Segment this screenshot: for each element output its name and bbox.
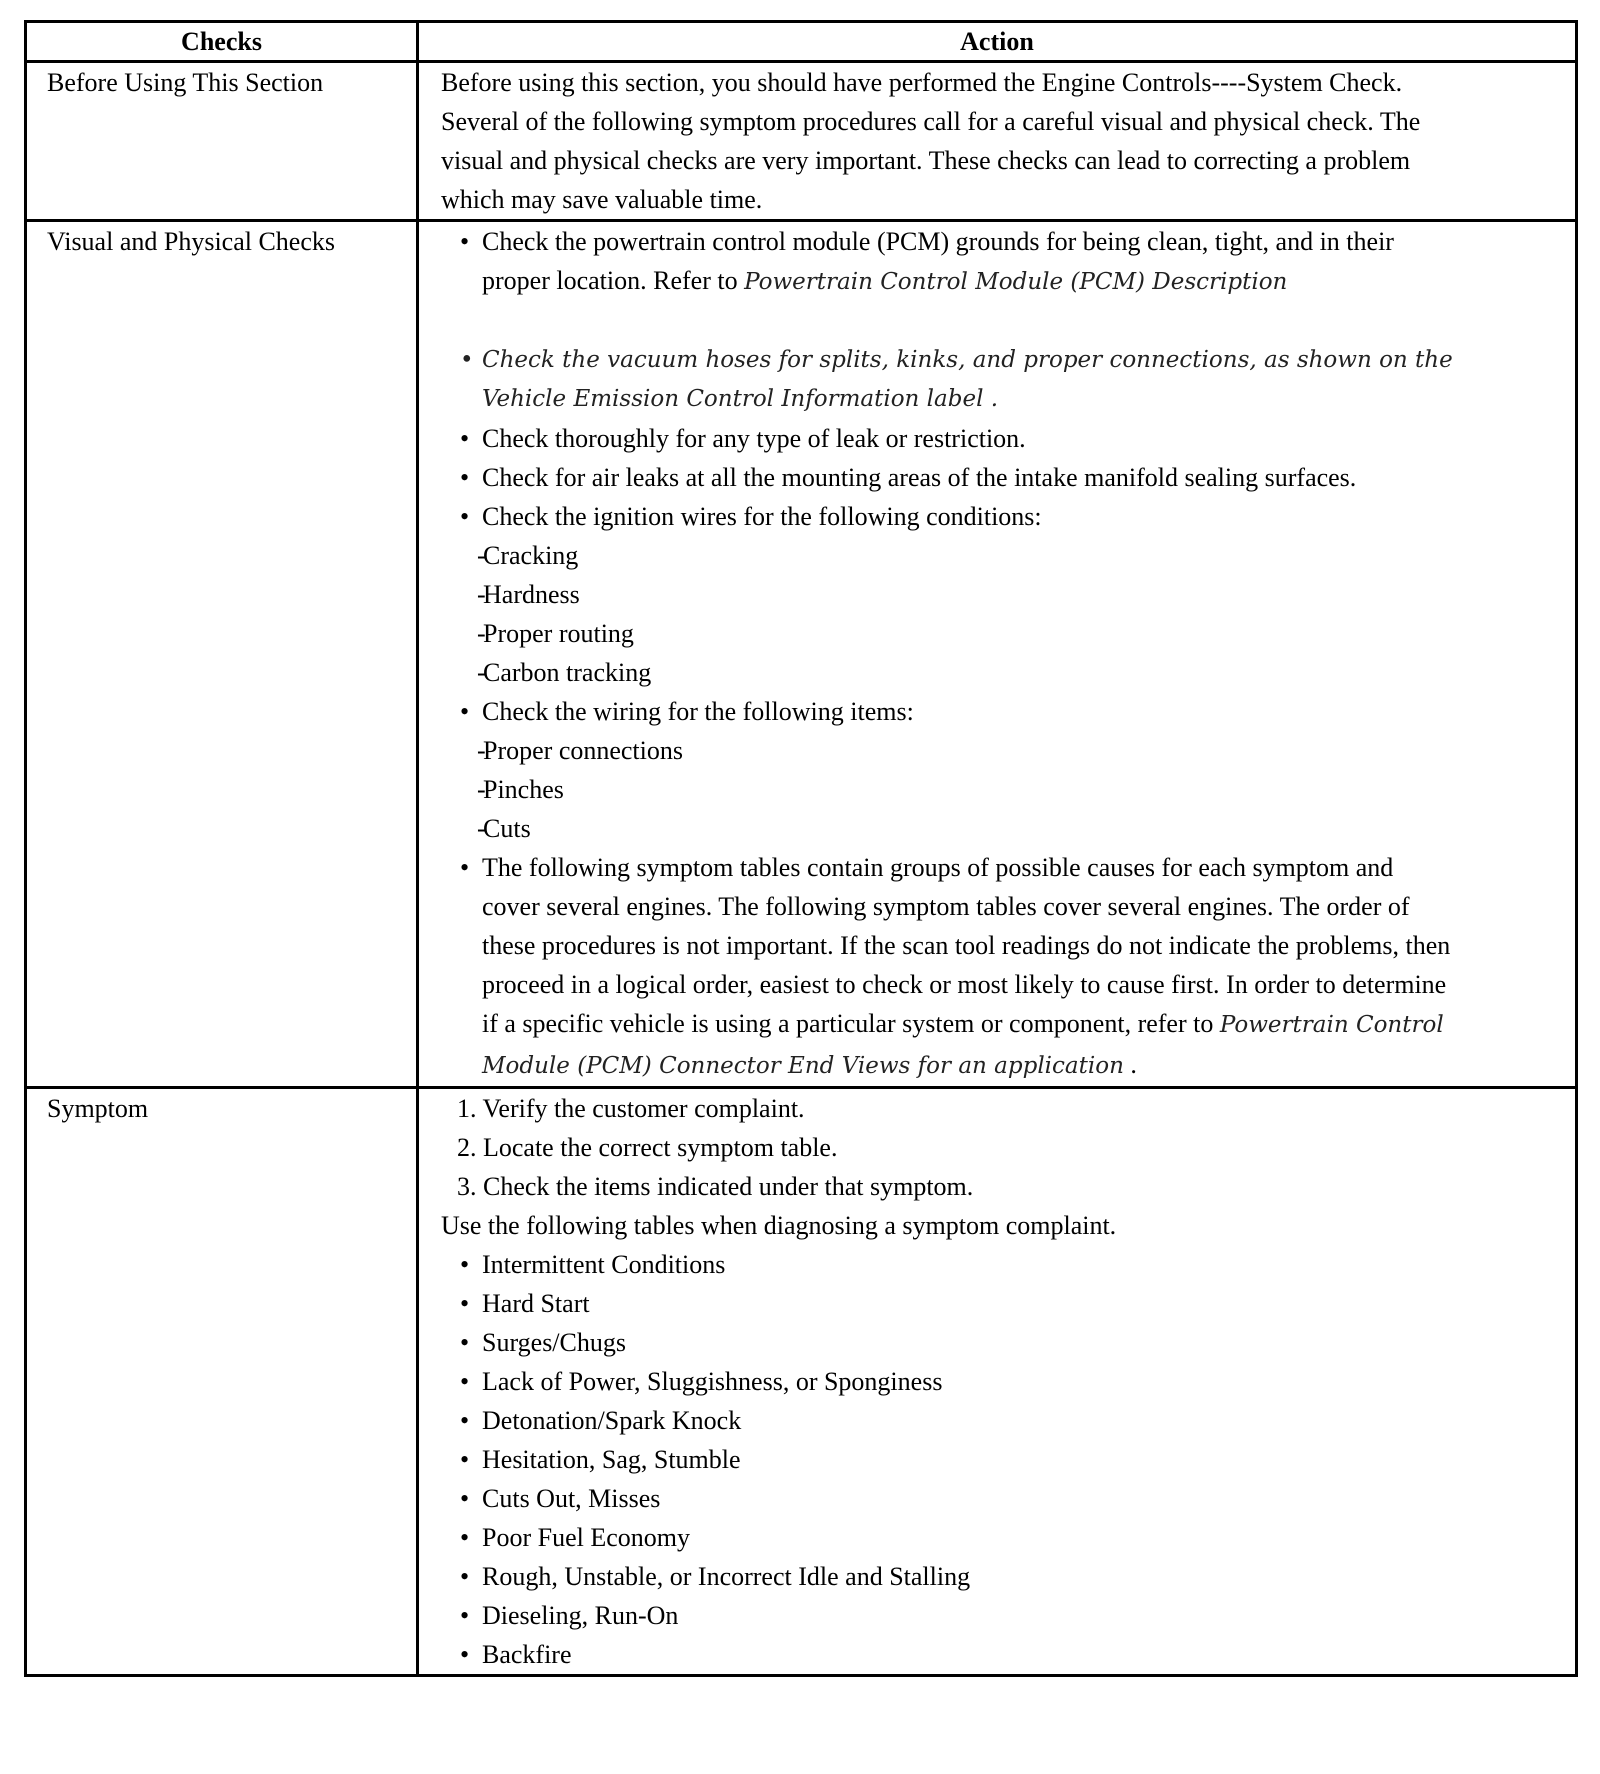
action-cell-symptom xyxy=(418,1088,1577,1676)
symptom-tables-note-end: . xyxy=(1123,1050,1137,1079)
header-row xyxy=(26,22,1577,62)
list-item: • Intermittent Conditions xyxy=(441,1245,1575,1284)
list-item: • Detonation/Spark Knock xyxy=(441,1401,1575,1440)
list-item xyxy=(441,809,1575,848)
list-item xyxy=(441,341,1575,419)
wiring-cuts: Cuts xyxy=(483,814,531,843)
list-item: • Rough, Unstable, or Incorrect Idle and Stalling xyxy=(441,1557,1575,1596)
condition-proper-routing: Proper routing xyxy=(483,619,634,648)
list-item: • Backfire xyxy=(441,1635,1575,1674)
list-item: • Poor Fuel Economy xyxy=(441,1518,1575,1557)
symptoms-table xyxy=(24,20,1578,1677)
list-item: • Hard Start xyxy=(441,1284,1575,1323)
vacuum-hoses-end: . xyxy=(983,386,999,412)
header-checks: Checks xyxy=(26,22,418,62)
wiring-pinches: Pinches xyxy=(483,775,564,804)
before-using-text: Before using this section, you should have performed the Engine Controls----System Check. Several of the following symptom procedures call for a careful visual and physical check. The visual and physical checks are very important. These checks can lead to correcting a problem which may save valuable time. xyxy=(441,68,1421,214)
list-item xyxy=(441,497,1575,536)
symptom-tables-note-list xyxy=(441,848,1575,1086)
table-row xyxy=(26,62,1577,221)
list-item xyxy=(441,653,1575,692)
ignition-wires-text: Check the ignition wires for the following conditions: xyxy=(482,502,1042,531)
list-item: 2. Locate the correct symptom table. xyxy=(457,1133,838,1162)
wiring-items-list xyxy=(441,731,1575,848)
list-item xyxy=(441,575,1575,614)
list-item: • Lack of Power, Sluggishness, or Sponginess xyxy=(441,1362,1575,1401)
list-item: 1. Verify the customer complaint. xyxy=(457,1094,805,1123)
check-cell-visual-physical: Visual and Physical Checks xyxy=(26,221,418,1088)
list-item xyxy=(441,614,1575,653)
condition-hardness: Hardness xyxy=(483,580,580,609)
list-item xyxy=(441,770,1575,809)
list-item xyxy=(441,222,1575,302)
check-cell-before-using: Before Using This Section xyxy=(26,62,418,221)
list-item xyxy=(441,848,1575,1086)
vacuum-hoses-text: Check the vacuum hoses for splits, kinks, and proper connections, as shown on the Vehicle Emission Control Information label xyxy=(482,347,1453,412)
list-item: • Dieseling, Run-On xyxy=(441,1596,1575,1635)
condition-carbon-tracking: Carbon tracking xyxy=(483,658,652,687)
symptom-tables-list xyxy=(441,1245,1575,1674)
table-row xyxy=(26,221,1577,1088)
pcm-grounds-text: Check the powertrain control module (PCM) grounds for being clean, tight, and in their proper location. Refer to xyxy=(482,227,1394,295)
action-cell-before-using xyxy=(418,62,1577,221)
pcm-description-reference: Powertrain Control Module (PCM) Description xyxy=(744,269,1288,295)
list-item: • Surges/Chugs xyxy=(441,1323,1575,1362)
list-item: • Check the wiring for the following items: xyxy=(441,692,1575,731)
condition-cracking: Cracking xyxy=(483,541,579,570)
list-item: • Cuts Out, Misses xyxy=(441,1479,1575,1518)
symptom-intro-text: Use the following tables when diagnosing a symptom complaint. xyxy=(441,1211,1117,1240)
list-item: • Hesitation, Sag, Stumble xyxy=(441,1440,1575,1479)
action-cell-visual-physical xyxy=(418,221,1577,1088)
list-item: 3. Check the items indicated under that symptom. xyxy=(457,1172,974,1201)
wiring-proper-connections: Proper connections xyxy=(483,736,684,765)
wiring-check-list xyxy=(441,692,1575,731)
list-item: • Check thoroughly for any type of leak or restriction. xyxy=(441,419,1575,458)
header-action: Action xyxy=(418,22,1577,62)
list-item: • Check for air leaks at all the mounting areas of the intake manifold sealing surfaces. xyxy=(441,458,1575,497)
connector-end-views-reference: Powertrain Control Module (PCM) Connector End Views for an application xyxy=(482,1012,1444,1079)
check-cell-symptom: Symptom xyxy=(26,1088,418,1676)
visual-checks-list xyxy=(441,222,1575,536)
ignition-conditions-list xyxy=(441,536,1575,692)
symptom-tables-note-text: The following symptom tables contain groups of possible causes for each symptom and cover several engines. The following symptom tables cover several engines. The order of these procedures is not important. If the scan tool readings do not indicate the problems, then proceed in a logical order, easiest to check or most likely to cause first. In order to determine if a specific vehicle is using a particular system or component, refer to xyxy=(482,853,1451,1038)
symptom-steps-list xyxy=(441,1089,1575,1206)
table-row xyxy=(26,1088,1577,1676)
list-item xyxy=(441,731,1575,770)
list-item xyxy=(441,536,1575,575)
